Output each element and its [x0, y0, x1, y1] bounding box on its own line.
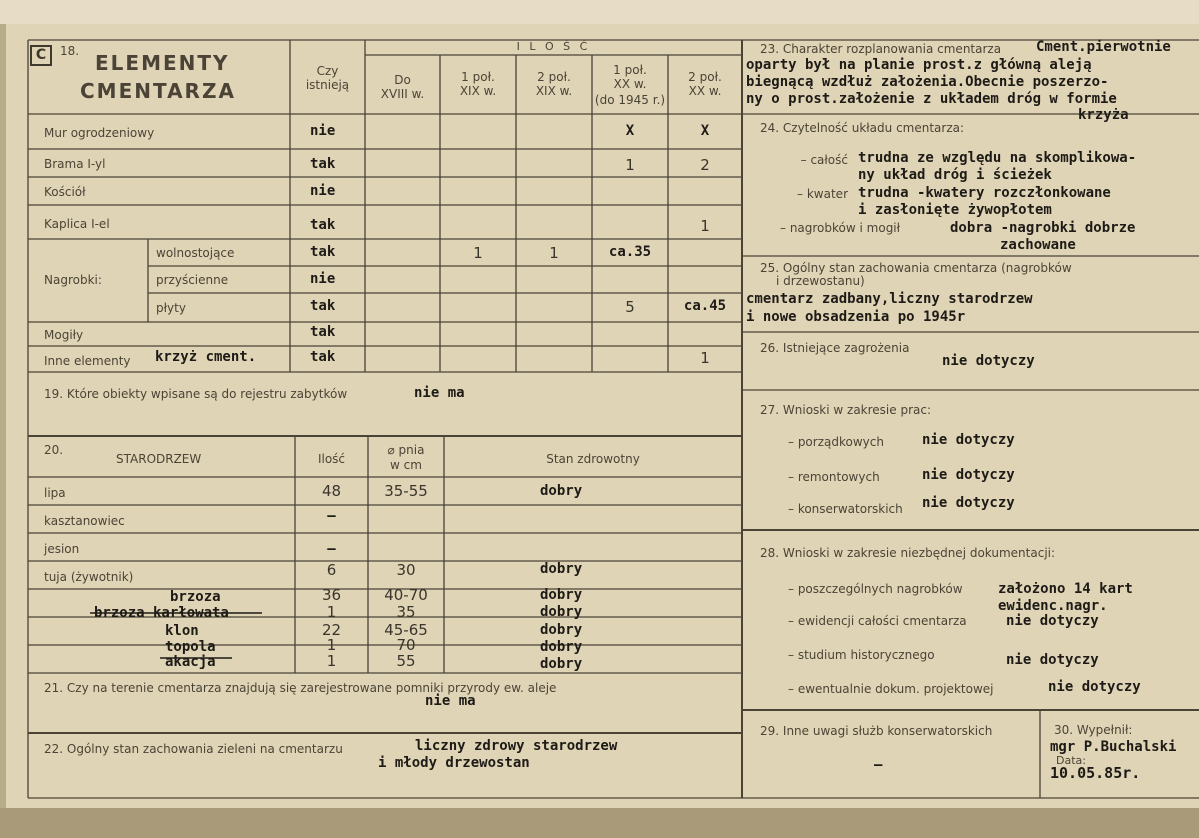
- section-28-nagrobkow-line2: ewidenc.nagr.: [998, 598, 1108, 614]
- typed-row-klon-ilosc: 22: [321, 621, 342, 639]
- section-18-title-line1: ELEMENTY: [95, 51, 230, 75]
- row-kaplica-c5: 1: [700, 217, 710, 235]
- section-21-value: nie ma: [425, 693, 476, 709]
- section-23-value-line3: ny o prost.założenie z układem dróg w formie: [746, 91, 1117, 107]
- section-23-label: 23. Charakter rozplanowania cmentarza: [760, 42, 1002, 56]
- tree-row-tuja-ilosc: 6: [326, 561, 337, 579]
- row-czy-plyty: tak: [310, 298, 336, 314]
- typed-row-klon-pien: 45-65: [384, 621, 428, 639]
- section-24-nagrobki-label: – nagrobków i mogił: [780, 221, 901, 235]
- section-27-porzadkowych-label: – porządkowych: [788, 435, 884, 449]
- col-1pol-xix-line1: 1 poł.: [461, 70, 495, 84]
- col-stan: Stan zdrowotny: [546, 452, 640, 466]
- row-inne-c5: 1: [700, 349, 710, 367]
- typed-row-akacja-pien: 55: [396, 652, 416, 670]
- section-28-projektowej-label: – ewentualnie dokum. projektowej: [788, 682, 994, 696]
- section-26-label: 26. Istniejące zagrożenia: [760, 341, 910, 355]
- section-27-konserwatorskich-value: nie dotyczy: [922, 495, 1015, 511]
- row-plyty-c4: 5: [625, 298, 635, 316]
- row-mur-c4: X: [625, 123, 635, 139]
- col-ilosc: Ilość: [317, 452, 346, 466]
- section-24-kwater-label: – kwater: [797, 187, 848, 201]
- col-czy-line2: istnieją: [305, 78, 350, 92]
- section-23-value-line2: biegnącą wzdłuż założenia.Obecnie poszerzo-: [746, 74, 1109, 90]
- section-28-projektowej-value: nie dotyczy: [1048, 679, 1141, 695]
- section-30-label: 30. Wypełnił:: [1054, 723, 1133, 737]
- section-24-calosc-line2: ny układ dróg i ścieżek: [858, 167, 1052, 183]
- typed-row-akacja-stan: dobry: [540, 656, 583, 672]
- tree-row-jesion-name: jesion: [44, 542, 80, 556]
- row-czy-brama: tak: [310, 156, 336, 172]
- typed-row-topola-name: topola: [165, 639, 216, 655]
- section-28-nagrobkow-line1: założono 14 kart: [998, 581, 1133, 597]
- section-27-konserwatorskich-label: – konserwatorskich: [788, 502, 903, 516]
- row-label-przyscienne: przyścienne: [156, 273, 229, 287]
- card-letter-box: C: [30, 45, 52, 66]
- section-27-porzadkowych-value: nie dotyczy: [922, 432, 1015, 448]
- section-30-date: 10.05.85r.: [1050, 764, 1141, 782]
- col-2pol-xx-line2: XX w.: [688, 84, 722, 98]
- tree-row-lipa-stan: dobry: [540, 483, 583, 499]
- section-20-title: STARODRZEW: [116, 452, 202, 466]
- row-czy-kaplica: tak: [310, 217, 336, 233]
- tree-row-tuja-stan: dobry: [540, 561, 583, 577]
- section-28-nagrobkow-label: – poszczególnych nagrobków: [788, 582, 963, 596]
- tree-row-lipa-name: lipa: [44, 486, 66, 500]
- section-28-studium-value: nie dotyczy: [1006, 652, 1099, 668]
- section-24-kwater-line2: i zasłonięte żywopłotem: [858, 202, 1052, 218]
- row-label-brama: Brama I-yl: [44, 157, 106, 171]
- row-mur-c5: X: [700, 123, 710, 139]
- tree-row-jesion-ilosc: –: [327, 541, 336, 557]
- row-label-mur: Mur ogrodzeniowy: [44, 126, 155, 140]
- col-2pol-xix-line2: XIX w.: [535, 84, 573, 98]
- top-background: [0, 0, 1199, 24]
- typed-row-brzoza-karlowata-pien: 35: [396, 603, 416, 621]
- row-label-inne: Inne elementy: [44, 354, 131, 368]
- section-19-label: 19. Które obiekty wpisane są do rejestru zabytków: [44, 387, 348, 401]
- section-30-name: mgr P.Buchalski: [1050, 739, 1177, 755]
- nagrobki-label: Nagrobki:: [44, 273, 102, 287]
- row-czy-inne: tak: [310, 349, 336, 365]
- section-27-remontowych-value: nie dotyczy: [922, 467, 1015, 483]
- section-24-kwater-line1: trudna -kwatery rozczłonkowane: [858, 185, 1111, 201]
- typed-row-brzoza-pien: 40-70: [384, 586, 428, 604]
- col-1pol-xx-line2: XX w.: [613, 77, 647, 91]
- row-czy-przyscienne: nie: [310, 271, 336, 287]
- section-25-value-line1: cmentarz zadbany,liczny starodrzew: [746, 291, 1033, 307]
- section-29-value: –: [874, 757, 883, 773]
- section-28-ewidencji-label: – ewidencji całości cmentarza: [788, 614, 967, 628]
- section-28-ewidencji-value: nie dotyczy: [1006, 613, 1099, 629]
- row-brama-c4: 1: [625, 156, 635, 174]
- col-pnia-line1: ⌀ pnia: [387, 443, 425, 457]
- section-24-calosc-line1: trudna ze względu na skomplikowa-: [858, 150, 1137, 166]
- section-18-number: 18.: [60, 44, 80, 58]
- row-czy-kosciol: nie: [310, 183, 336, 199]
- section-28-studium-label: – studium historycznego: [788, 648, 935, 662]
- section-25-label-line2: i drzewostanu): [776, 274, 865, 288]
- typed-row-klon-stan: dobry: [540, 622, 583, 638]
- section-24-label: 24. Czytelność układu cmentarza:: [760, 121, 965, 135]
- tree-row-tuja-pien: 30: [396, 561, 416, 579]
- section-25-value-line2: i nowe obsadzenia po 1945r: [746, 309, 966, 325]
- typed-row-akacja-ilosc: 1: [326, 652, 337, 670]
- typed-row-topola-pien: 70: [396, 636, 416, 654]
- col-czy-line1: Czy: [316, 64, 339, 78]
- col-1pol-xix-line2: XIX w.: [459, 84, 497, 98]
- row-label-mogily: Mogiły: [44, 328, 84, 342]
- section-22-value-line2: i młody drzewostan: [378, 755, 530, 771]
- typed-row-brzoza-karlowata-name: brzoza karłowata: [94, 605, 229, 621]
- row-label-kaplica: Kaplica I-el: [44, 217, 110, 231]
- row-label-wolnostojace: wolnostojące: [156, 246, 235, 260]
- typed-row-brzoza-ilosc: 36: [321, 586, 342, 604]
- typed-row-akacja-name: akacja: [165, 654, 216, 670]
- typed-row-brzoza-karlowata-stan: dobry: [540, 604, 583, 620]
- row-czy-mur: nie: [310, 123, 336, 139]
- row-label-plyty: płyty: [156, 301, 186, 315]
- section-19-value: nie ma: [414, 385, 465, 401]
- col-pnia-line2: w cm: [390, 458, 422, 472]
- row-czy-mogily: tak: [310, 324, 336, 340]
- section-26-value: nie dotyczy: [942, 353, 1035, 369]
- typed-row-klon-name: klon: [165, 623, 199, 639]
- section-23-value-line4: krzyża: [1078, 107, 1129, 123]
- bottom-background: [0, 808, 1199, 838]
- section-23-value-first: Cment.pierwotnie: [1036, 39, 1171, 55]
- tree-row-kasztanowiec-ilosc: –: [327, 508, 336, 524]
- row-brama-c5: 2: [700, 156, 710, 174]
- section-24-calosc-label: – całość: [800, 153, 848, 167]
- typed-row-brzoza-karlowata-ilosc: 1: [326, 603, 337, 621]
- row-inne-extra: krzyż cment.: [155, 349, 257, 365]
- section-23-value-line1: oparty był na planie prost.z główną aleją: [746, 57, 1092, 73]
- col-do-xviii-line2: XVIII w.: [380, 87, 425, 101]
- section-22-value-line1: liczny zdrowy starodrzew: [415, 738, 618, 754]
- col-1pol-xx-line3: (do 1945 r.): [594, 93, 666, 107]
- tree-row-tuja-name: tuja (żywotnik): [44, 570, 134, 584]
- col-1pol-xx-line1: 1 poł.: [613, 63, 647, 77]
- row-wolnostojace-c3: 1: [549, 244, 559, 262]
- section-22-label: 22. Ogólny stan zachowania zieleni na cmentarzu: [44, 742, 343, 756]
- section-27-remontowych-label: – remontowych: [788, 470, 880, 484]
- section-24-nagrobki-line1: dobra -nagrobki dobrze: [950, 220, 1136, 236]
- col-do-xviii-line1: Do: [394, 73, 411, 87]
- row-plyty-c5: ca.45: [683, 298, 727, 314]
- section-30-data-label: Data:: [1056, 754, 1086, 767]
- row-label-kosciol: Kościół: [44, 185, 86, 199]
- tree-row-lipa-ilosc: 48: [321, 482, 342, 500]
- section-18-title-line2: CMENTARZA: [80, 79, 236, 103]
- row-czy-wolnostojace: tak: [310, 244, 336, 260]
- typed-row-topola-stan: dobry: [540, 639, 583, 655]
- typed-row-topola-ilosc: 1: [326, 636, 337, 654]
- tree-row-kasztanowiec-name: kasztanowiec: [44, 514, 125, 528]
- section-21-label: 21. Czy na terenie cmentarza znajdują się zarejestrowane pomniki przyrody ew. aleje: [44, 681, 557, 695]
- section-24-nagrobki-line2: zachowane: [1000, 237, 1076, 253]
- row-wolnostojace-c4: ca.35: [608, 244, 652, 260]
- col-2pol-xx-line1: 2 poł.: [688, 70, 722, 84]
- col-2pol-xix-line1: 2 poł.: [537, 70, 571, 84]
- section-29-label: 29. Inne uwagi służb konserwatorskich: [760, 724, 993, 738]
- section-20-number: 20.: [44, 443, 64, 457]
- ilosc-header: I L O Ś Ć: [516, 40, 591, 53]
- row-wolnostojace-c2: 1: [473, 244, 483, 262]
- tree-row-lipa-pien: 35-55: [384, 482, 428, 500]
- section-28-label: 28. Wnioski w zakresie niezbędnej dokumentacji:: [760, 546, 1056, 560]
- typed-row-brzoza-name: brzoza: [170, 589, 221, 605]
- section-27-label: 27. Wnioski w zakresie prac:: [760, 403, 932, 417]
- typed-row-brzoza-stan: dobry: [540, 587, 583, 603]
- section-25-label-line1: 25. Ogólny stan zachowania cmentarza (nagrobków: [760, 261, 1072, 275]
